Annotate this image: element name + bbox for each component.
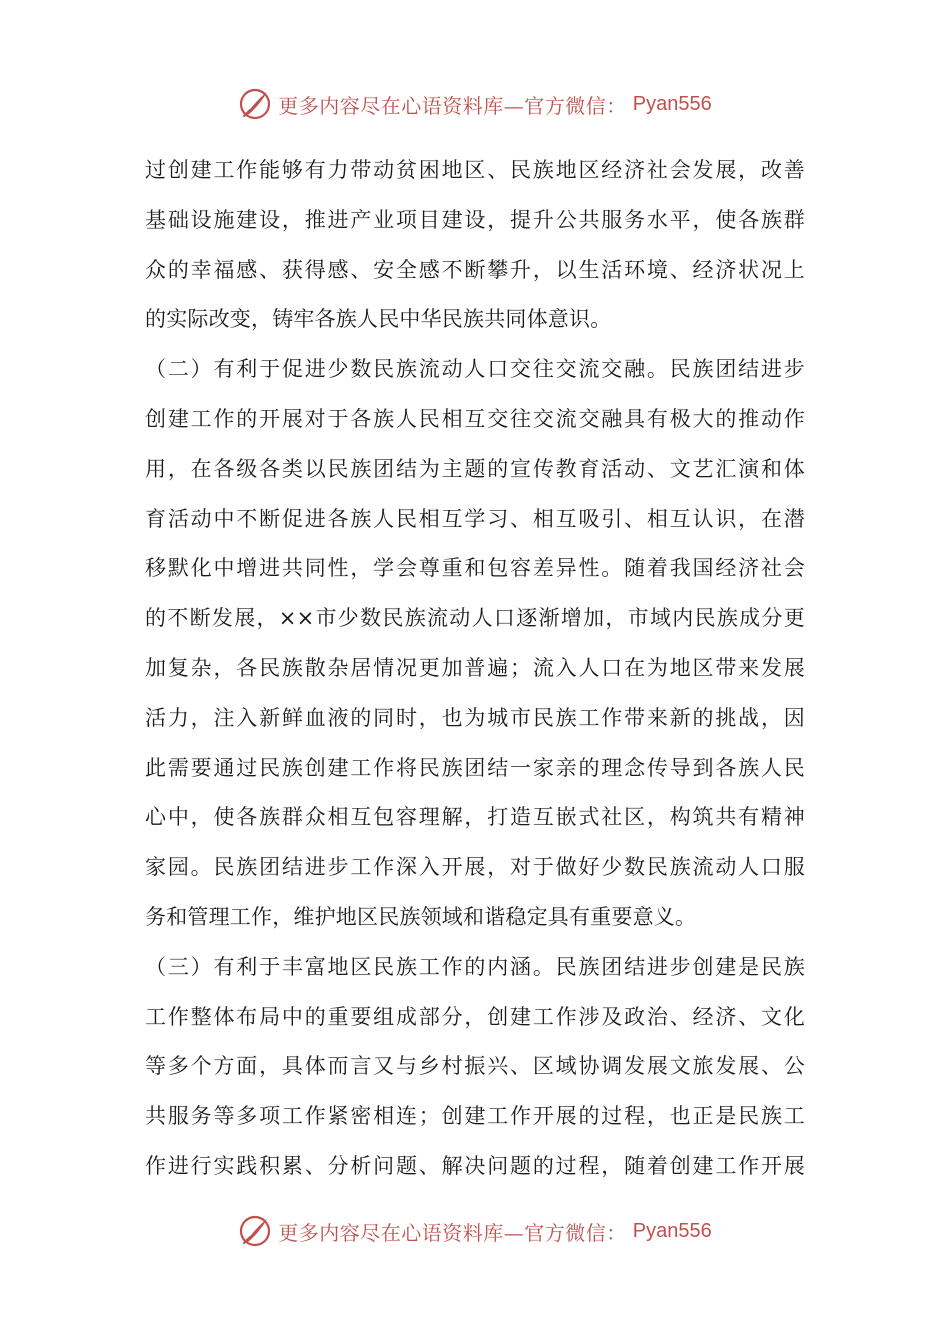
body-line: 众的幸福感、获得感、安全感不断攀升，以生活环境、经济状况上	[145, 257, 805, 282]
header-banner-content	[238, 87, 711, 121]
body-line: 务和管理工作，维护地区民族领域和谐稳定具有重要意义。	[145, 904, 697, 929]
body-line: （三）有利于丰富地区民族工作的内涵。民族团结进步创建是民族	[145, 954, 805, 979]
quill-logo-icon	[238, 1214, 272, 1248]
footer-banner-text: 更多内容尽在心语资料库—官方微信：	[278, 1220, 627, 1245]
body-line: 过创建工作能够有力带动贫困地区、民族地区经济社会发展，改善	[145, 158, 805, 182]
body-line: 共服务等多项工作紧密相连；创建工作开展的过程，也正是民族工	[145, 1104, 805, 1129]
body-line: 作进行实践积累、分析问题、解决问题的过程，随着创建工作开展	[145, 1153, 805, 1178]
quill-logo-icon	[238, 87, 272, 121]
body-line: 此需要通过民族创建工作将民族团结一家亲的理念传导到各族人民	[145, 755, 805, 780]
footer-banner-content	[238, 1214, 711, 1248]
footer-banner-handle: Pyan556	[632, 1219, 712, 1242]
body-line: 工作整体布局中的重要组成部分，创建工作涉及政治、经济、文化	[145, 1004, 805, 1029]
body-line: 等多个方面，具体而言又与乡村振兴、区域协调发展文旅发展、公	[145, 1054, 805, 1079]
body-line: 基础设施建设，推进产业项目建设，提升公共服务水平，使各族群	[145, 207, 805, 232]
body-line: 家园。民族团结进步工作深入开展，对于做好少数民族流动人口服	[145, 855, 805, 880]
header-banner-text: 更多内容尽在心语资料库—官方微信：	[278, 93, 627, 118]
body-line: 用，在各级各类以民族团结为主题的宣传教育活动、文艺汇演和体	[145, 456, 805, 481]
body-line: 的实际改变，铸牢各族人民中华民族共同体意识。	[145, 307, 612, 332]
body-line: （二）有利于促进少数民族流动人口交往交流交融。民族团结进步	[145, 357, 805, 382]
header-banner	[0, 84, 950, 124]
body-line: 心中，使各族群众相互包容理解，打造互嵌式社区，构筑共有精神	[145, 805, 805, 830]
body-line: 移默化中增进共同性，学会尊重和包容差异性。随着我国经济社会	[145, 556, 805, 581]
body-line: 加复杂，各民族散杂居情况更加普遍；流入人口在为地区带来发展	[145, 655, 805, 680]
document-body	[145, 146, 805, 1192]
footer-banner	[0, 1211, 950, 1251]
body-line: 育活动中不断促进各族人民相互学习、相互吸引、相互认识，在潜	[145, 506, 805, 531]
body-line: 活力，注入新鲜血液的同时，也为城市民族工作带来新的挑战，因	[145, 705, 805, 730]
header-banner-handle: Pyan556	[632, 92, 712, 115]
body-line: 创建工作的开展对于各族人民相互交往交流交融具有极大的推动作	[145, 406, 805, 431]
body-line: 的不断发展，××市少数民族流动人口逐渐增加，市域内民族成分更	[145, 606, 805, 631]
